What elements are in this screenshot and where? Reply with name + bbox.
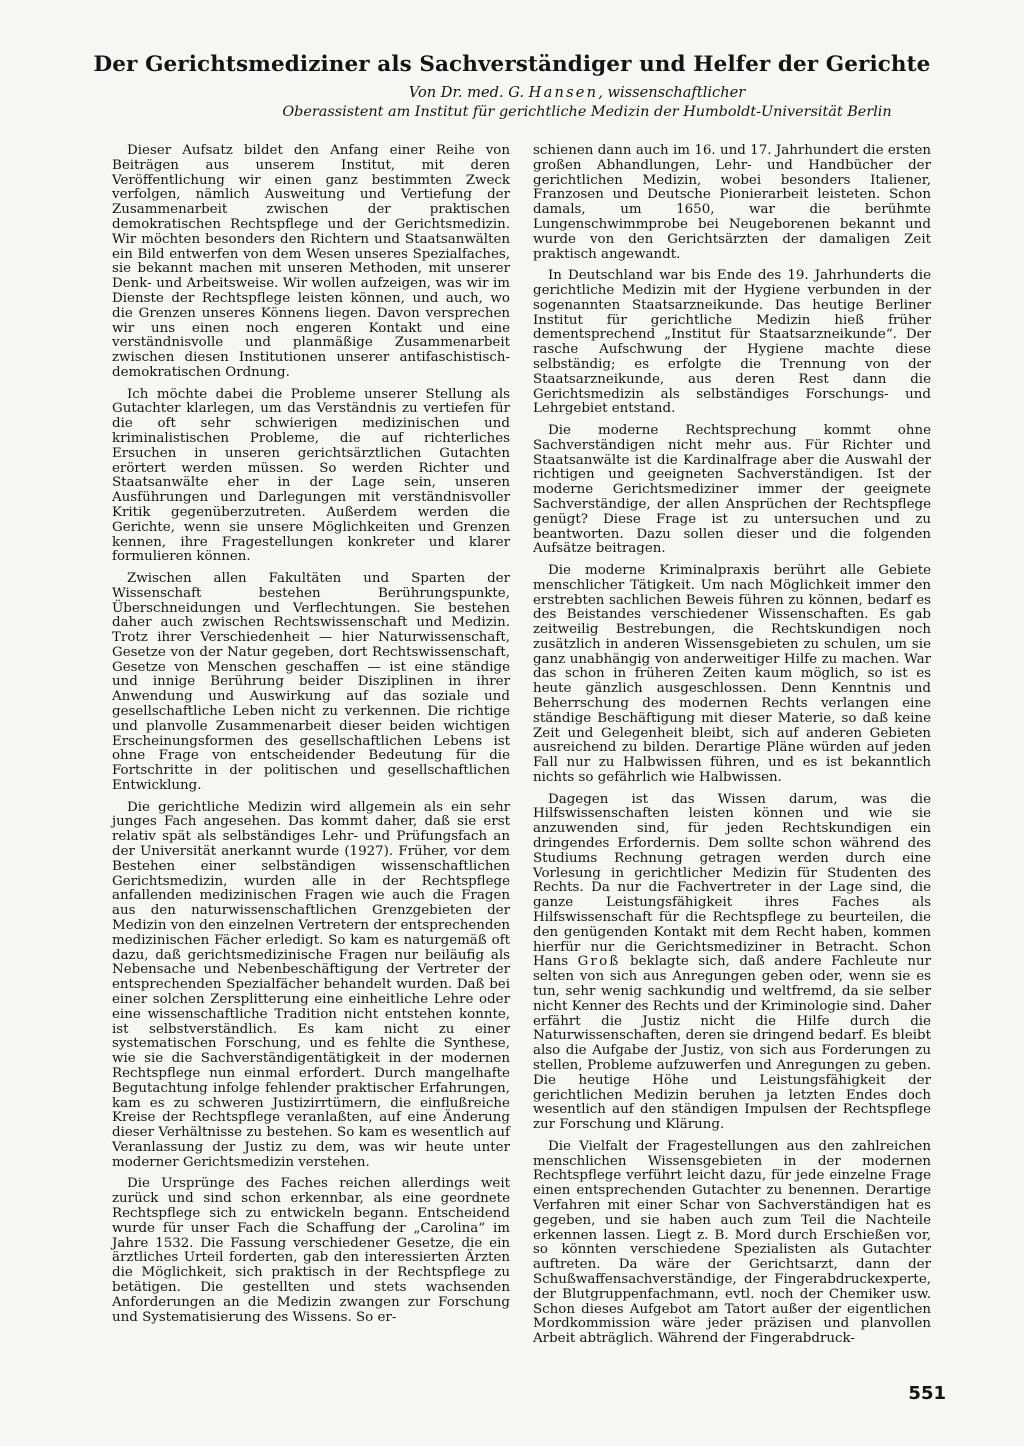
paragraph	[533, 793, 931, 1133]
paragraph: In Deutschland war bis Ende des 19. Jahrhunderts die gerichtliche Medizin mit der Hygiene verbunden in der sogenannten Staatsarzneikunde. Das heutige Berliner Institut für gerichtliche Medizin hieß früher dementsprechend „Institut für Staatsarzneikunde“. Der rasche Aufschwung der Hygiene machte diese selbständig; es erfolgte die Trennung von der Staatsarzneikunde, aus deren Rest dann die Gerichtsmedizin als selbständiges Forschungs- und Lehrgebiet entstand.	[533, 268, 931, 417]
text-run: Dagegen ist das Wissen darum, was die Hilfswissenschaften leisten können und wie sie anzuwenden sind, für jeden Rechtskundigen ein dringendes Erfordernis. Dem sollte schon während des Studiums Rechnung getragen werden durch eine Vorlesung in gerichtlicher Medizin für Studenten des Rechts. Da nur die Fachvertreter in der Lage sind, die ganze Leistungsfähigkeit ihres Faches als Hilfswissenschaft für die Rechtspflege zu beurteilen, die den genügenden Kontakt mit dem Recht haben, kommen hierfür nur die Gerichtsmediziner in Betracht. Schon Hans	[533, 791, 931, 970]
paragraph: Die moderne Kriminalpraxis berührt alle Gebiete menschlicher Tätigkeit. Um nach Möglichkeit immer den erstrebten sachlichen Beweis führen zu können, bedarf es des Beistandes verschiedener Wissenschaften. Es gab zeitweilig Bestrebungen, die Rechtskundigen noch zusätzlich in anderen Wissensgebieten zu schulen, um sie ganz unabhängig von anderweitiger Hilfe zu machen. War das schon in früheren Zeiten kaum möglich, so ist es heute gänzlich ausgeschlossen. Denn Kenntnis und Beherrschung des modernen Rechts verlangen eine ständige Beschäftigung mit dieser Materie, so daß keine Zeit und Gelegenheit bleibt, sich auf anderen Gebieten ausreichend zu bilden. Derartige Pläne würden auf jeden Fall nur zu Halbwissen führen, und es ist bekanntlich nichts so gefährlich wie Halbwissen.	[533, 562, 931, 786]
paragraph: Zwischen allen Fakultäten und Sparten der Wissenschaft bestehen Berührungspunkte, Überschneidungen und Verflechtungen. Sie bestehen daher auch zwischen Rechtswissenschaft und Medizin. Trotz ihrer Verschiedenheit — hier Naturwissenschaft, Gesetze von der Natur gegeben, dort Rechtswissenschaft, Gesetze von Menschen geschaffen — ist eine ständige und innige Berührung beider Disziplinen in ihrer Anwendung und Auswirkung auf das soziale und gesellschaftliche Leben nicht zu verkennen. Die richtige und planvolle Zusammenarbeit dieser beiden wichtigen Erscheinungsformen des gesellschaftlichen Lebens ist ohne Frage von entscheidender Bedeutung für die Fortschritte in der politischen und gesellschaftlichen Entwicklung.	[112, 570, 510, 794]
person-name: Groß	[577, 954, 621, 970]
byline-prefix: Von Dr. med. G.	[408, 84, 529, 101]
article-title: Der Gerichtsmediziner als Sachverständiger und Helfer der Gerichte	[93, 52, 931, 77]
right-column	[533, 144, 931, 1354]
author-byline	[0, 84, 1024, 101]
paragraph: Die moderne Rechtsprechung kommt ohne Sachverständigen nicht mehr aus. Für Richter und Staatsanwälte ist die Kardinalfrage aber die Auswahl der richtigen und geeigneten Sachverständigen. Ist der moderne Gerichtsmediziner immer der geeignete Sachverständige, der allen Ansprüchen der Rechtspflege genügt? Diese Frage ist zu untersuchen und zu beantworten. Dazu sollen dieser und die folgenden Aufsätze beitragen.	[533, 422, 931, 557]
left-column	[112, 144, 510, 1332]
paragraph: Die Vielfalt der Fragestellungen aus den zahlreichen menschlichen Wissensgebieten in der modernen Rechtspflege verführt leicht dazu, für jede einzelne Frage einen entsprechenden Gutachter zu benennen. Derartige Verfahren mit einer Schar von Sachverständigen hat es gegeben, und sie haben auch zum Teil die Nachteile erkennen lassen. Liegt z. B. Mord durch Erschießen vor, so könnten verschiedene Spezialisten als Gutachter auftreten. Da wäre der Gerichtsarzt, dann der Schußwaffensachverständige, der Fingerabdruckexperte, der Blutgruppenfachmann, evtl. noch der Chemiker usw. Schon dieses Aufgebot am Tatort außer der eigentlichen Mordkommission wäre jeder präzisen und planvollen Arbeit abträglich. Während der Fingerabdruck-	[533, 1138, 931, 1347]
paragraph: Dieser Aufsatz bildet den Anfang einer Reihe von Beiträgen aus unserem Institut, mit deren Veröffentlichung wir einen ganz bestimmten Zweck verfolgen, nämlich Ausweitung und Vertiefung der Zusammenarbeit zwischen der praktischen demokratischen Rechtspflege und der Gerichtsmedizin. Wir möchten besonders den Richtern und Staatsanwälten ein Bild entwerfen von dem Wesen unseres Spezialfaches, sie bekannt machen mit unseren Methoden, mit unserer Denk- und Arbeitsweise. Wir wollen aufzeigen, was wir im Dienste der Rechtspflege leisten können, und auch, wo die Grenzen unseres Könnens liegen. Davon versprechen wir uns einen noch engeren Kontakt und eine verständnisvolle und planmäßige Zusammenarbeit zwischen diesen Institutionen unserer antifaschistisch-demokratischen Ordnung.	[112, 143, 510, 380]
page-number: 551	[908, 1383, 946, 1404]
paragraph: Die gerichtliche Medizin wird allgemein als ein sehr junges Fach angesehen. Das kommt daher, daß sie erst relativ spät als selbständiges Lehr- und Prüfungsfach an der Universität anerkannt wurde (1927). Früher, vor dem Bestehen einer selbständigen wissenschaftlichen Gerichtsmedizin, wurden alle in der Rechtspflege anfallenden medizinischen Fragen wie auch die Fragen aus den naturwissenschaftlichen Grenzgebieten der Medizin von den einzelnen Vertretern der entsprechenden medizinischen Fächer erledigt. So kam es naturgemäß oft dazu, daß gerichtsmedizinische Fragen nur beiläufig als Nebensache und Nebenbeschäftigung der Vertreter der entsprechenden Spezialfächer behandelt wurden. Daß bei einer solchen Zersplitterung eine einheitliche Lehre oder eine wissenschaftliche Tradition nicht entstehen konnte, ist selbstverständlich. Es kam nicht zu einer systematischen Forschung, und es fehlte die Synthese, wie sie die Sachverständigentätigkeit in der modernen Rechtspflege nun einmal erfordert. Durch mangelhafte Begutachtung infolge fehlender praktischer Erfahrungen, kam es zu schweren Justizirrtümern, die einflußreiche Kreise der Rechtspflege veranlaßten, auf eine Änderung dieser Verhältnisse zu bestehen. So kam es wesentlich auf Veranlassung der Justiz zu dem, was wir heute unter moderner Gerichtsmedizin verstehen.	[112, 799, 510, 1170]
paragraph: Die Ursprünge des Faches reichen allerdings weit zurück und sind schon erkennbar, als eine geordnete Rechtspflege sich zu entwickeln begann. Entscheidend wurde für unser Fach die Schaffung der „Carolina“ im Jahre 1532. Die Fassung verschiedener Gesetze, die ein ärztliches Urteil forderten, gab den interessierten Ärzten die Möglichkeit, sich praktisch in der Rechtspflege zu betätigen. Die gestellten und stets wachsenden Anforderungen an die Medizin zwangen zur Forschung und Systematisierung des Wissens. So er-	[112, 1176, 510, 1325]
text-run: beklagte sich, daß andere Fachleute nur selten von sich aus Anregungen geben oder, wenn sie es tun, sehr wenig sachkundig und weltfremd, da sie selber nicht Kenner des Rechts und der Kriminologie sind. Daher erfährt die Justiz nicht die Hilfe durch die Naturwissenschaften, deren sie dringend bedarf. Es bleibt also die Aufgabe der Justiz, von sich aus Forderungen zu stellen, Probleme aufzuwerfen und Anregungen zu geben. Die heutige Höhe und Leistungsfähigkeit der gerichtlichen Medizin beruhen ja letzten Endes doch wesentlich auf den ständigen Impulsen der Rechtspflege zur Forschung und Klärung.	[533, 954, 931, 1133]
paragraph: Ich möchte dabei die Probleme unserer Stellung als Gutachter klarlegen, um das Verständnis zu vertiefen für die oft sehr schwierigen medizinischen und kriminalistischen Probleme, die auf richterliches Ersuchen in unseren gerichtsärztlichen Gutachten erörtert werden müssen. So werden Richter und Staatsanwälte eher in der Lage sein, unseren Ausführungen und Darlegungen mit verständnisvoller Kritik gegenüberzutreten. Außerdem werden die Gerichte, wenn sie unsere Möglichkeiten und Grenzen kennen, ihre Fragestellungen konkreter und klarer formulieren können.	[112, 386, 510, 565]
author-affiliation: Oberassistent am Institut für gerichtliche Medizin der Humboldt-Universität Berlin	[282, 104, 892, 120]
paragraph-continuation: schienen dann auch im 16. und 17. Jahrhundert die ersten großen Abhandlungen, Lehr- und Handbücher der gerichtlichen Medizin, wobei besonders Italiener, Franzosen und Deutsche Pionierarbeit leisteten. Schon damals, um 1650, war die berühmte Lungenschwimmprobe bei Neugeborenen bekannt und wurde von den Gerichtsärzten der damaligen Zeit praktisch angewandt.	[533, 143, 931, 262]
byline-suffix: , wissenschaftlicher	[598, 84, 746, 101]
author-name: Hansen	[528, 84, 599, 101]
